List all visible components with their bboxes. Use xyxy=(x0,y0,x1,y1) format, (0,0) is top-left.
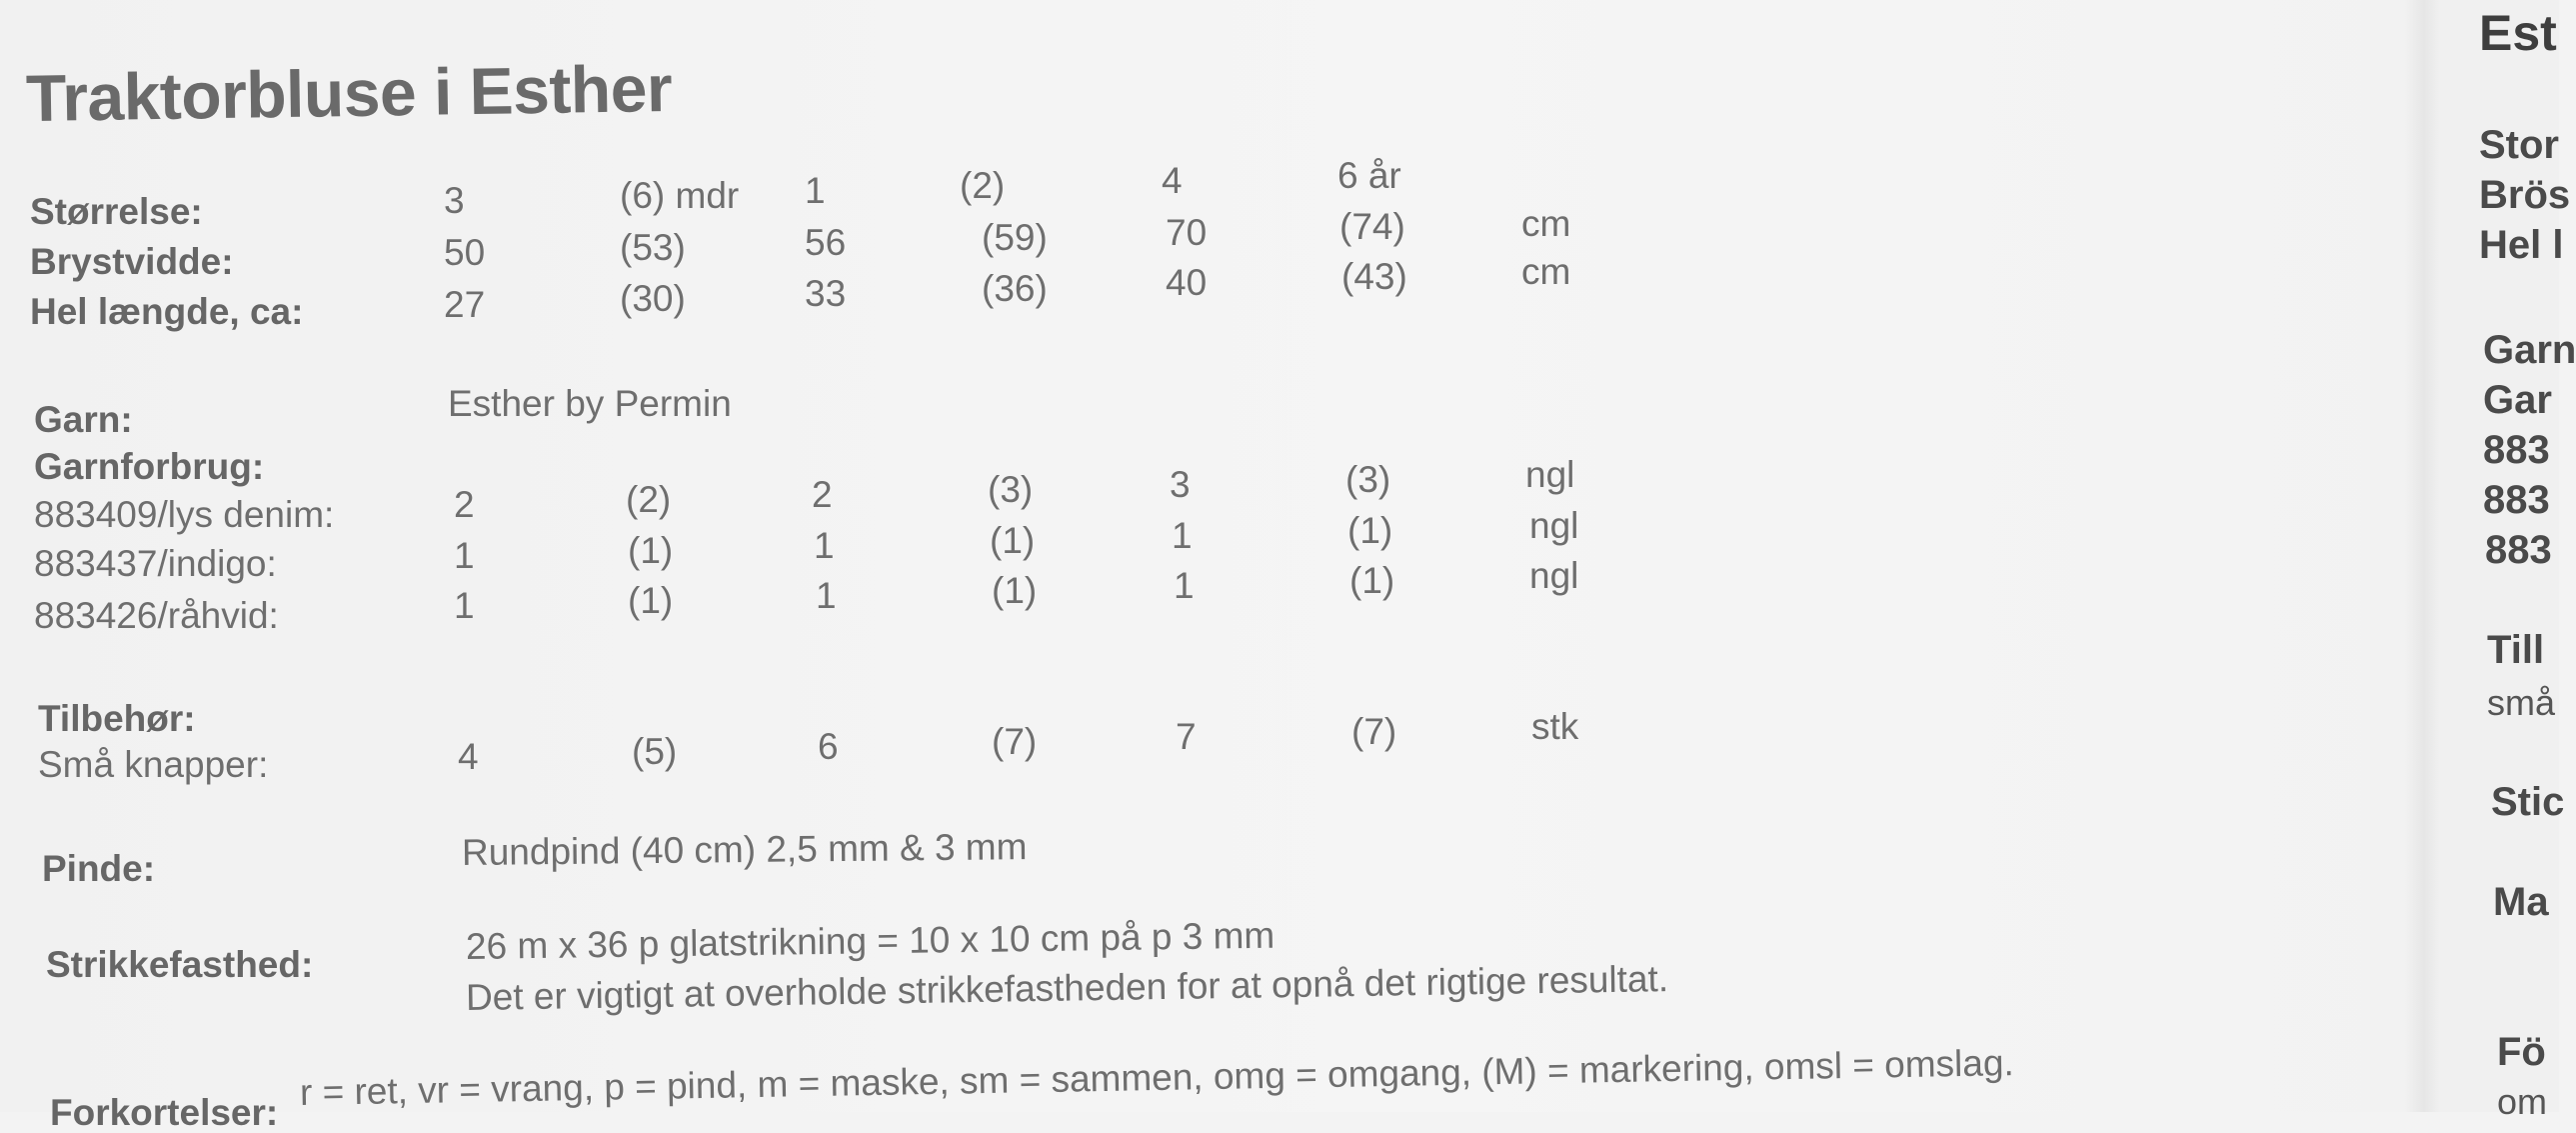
yarn-row-value: (3) xyxy=(1345,459,1391,500)
needles-label: Pinde: xyxy=(42,848,156,889)
yarn-row-value: (1) xyxy=(628,580,674,621)
length-unit: cm xyxy=(1521,251,1571,292)
accessories-value: (5) xyxy=(632,731,678,772)
facing-page-text: 883 xyxy=(2483,478,2550,522)
facing-page-title: Est xyxy=(2479,5,2557,61)
facing-page-text: små xyxy=(2487,682,2556,723)
accessories-value: (7) xyxy=(1351,711,1397,752)
yarn-row-value: 1 xyxy=(454,535,475,576)
accessories-unit: stk xyxy=(1531,706,1579,747)
chest-value: (53) xyxy=(620,227,686,268)
yarn-row-value: 1 xyxy=(1172,515,1193,556)
abbreviations-label: Forkortelser: xyxy=(50,1092,279,1133)
accessories-value: 6 xyxy=(818,726,839,767)
accessories-name: Små knapper: xyxy=(38,744,269,785)
yarn-row-value: (2) xyxy=(626,479,672,520)
yarn-row-name: 883426/råhvid: xyxy=(34,595,279,636)
yarn-row-value: 1 xyxy=(814,525,835,566)
yarn-row-value: (1) xyxy=(1347,510,1393,551)
chest-value: 50 xyxy=(444,232,486,273)
yarn-row-value: 2 xyxy=(812,474,833,515)
yarn-row-value: (1) xyxy=(992,570,1038,611)
length-label: Hel længde, ca: xyxy=(30,291,304,332)
chest-value: (74) xyxy=(1339,206,1405,247)
chest-unit: cm xyxy=(1521,203,1571,244)
yarn-value: Esther by Permin xyxy=(448,383,732,424)
accessories-value: 4 xyxy=(458,736,479,777)
size-value: (2) xyxy=(960,165,1006,206)
gauge-label: Strikkefasthed: xyxy=(46,944,314,985)
facing-page-text: 883 xyxy=(2483,428,2550,472)
facing-page-text: 883 xyxy=(2485,528,2552,572)
facing-page-text: Brös xyxy=(2479,173,2571,217)
facing-page xyxy=(2439,0,2576,1122)
yarn-row-value: (1) xyxy=(1349,560,1395,601)
accessories-value: 7 xyxy=(1176,716,1197,757)
abbreviations-text: r = ret, vr = vrang, p = pind, m = maske, sm = sammen, omg = omgang, (M) = markering, omsl = omslag. xyxy=(299,1042,2015,1113)
page-title: Traktorbluse i Esther xyxy=(25,50,673,136)
chest-value: 56 xyxy=(805,222,847,263)
size-value: 1 xyxy=(805,170,826,211)
yarn-row-value: (3) xyxy=(988,469,1034,510)
length-value: (30) xyxy=(620,278,686,319)
needles-value: Rundpind (40 cm) 2,5 mm & 3 mm xyxy=(461,826,1028,873)
size-value: 4 xyxy=(1162,160,1183,201)
length-value: (43) xyxy=(1341,256,1407,297)
yarn-row-value: (1) xyxy=(628,530,674,571)
facing-page-text: Stor xyxy=(2479,123,2559,167)
yarn-row-value: 1 xyxy=(454,585,475,626)
yarn-row-value: 1 xyxy=(1174,565,1195,606)
facing-page-text: Gar xyxy=(2483,378,2552,422)
accessories-value: (7) xyxy=(992,721,1038,762)
yarn-row-value: 1 xyxy=(816,575,837,616)
chest-value: 70 xyxy=(1166,212,1208,253)
facing-page-text: Ma xyxy=(2493,880,2549,924)
size-label: Størrelse: xyxy=(30,191,203,232)
facing-page-text: om xyxy=(2497,1081,2548,1122)
yarn-row-value: 3 xyxy=(1170,464,1191,505)
yarn-row-name: 883409/lys denim: xyxy=(34,494,335,535)
facing-page-text: Stic xyxy=(2491,780,2565,824)
length-value: 40 xyxy=(1166,262,1208,303)
facing-page-text: Garn xyxy=(2483,328,2576,372)
yarn-row-value: (1) xyxy=(990,520,1036,561)
yarn-row-value: 2 xyxy=(454,484,475,525)
chest-label: Brystvidde: xyxy=(30,241,234,282)
size-value: (6) mdr xyxy=(620,175,740,216)
yarn-usage-label: Garnforbrug: xyxy=(34,446,265,487)
length-value: 33 xyxy=(805,273,847,314)
facing-page-text: Till xyxy=(2487,628,2545,672)
yarn-row-unit: ngl xyxy=(1529,555,1579,596)
page-gutter xyxy=(2404,0,2444,1112)
length-value: (36) xyxy=(982,268,1048,309)
size-value: 6 år xyxy=(1337,155,1401,196)
gauge-line-2: Det er vigtigt at overholde strikkefastheden for at opnå det rigtige resultat. xyxy=(465,958,1669,1018)
gauge-line-1: 26 m x 36 p glatstrikning = 10 x 10 cm på p 3 mm xyxy=(465,914,1276,967)
yarn-row-unit: ngl xyxy=(1525,454,1575,495)
yarn-label: Garn: xyxy=(34,399,133,440)
yarn-row-unit: ngl xyxy=(1529,505,1579,546)
yarn-row-name: 883437/indigo: xyxy=(34,543,277,584)
chest-value: (59) xyxy=(982,217,1048,258)
facing-page-text: Fö xyxy=(2497,1030,2546,1074)
accessories-label: Tilbehør: xyxy=(38,698,196,739)
facing-page-text: Hel l xyxy=(2479,223,2564,267)
size-value: 3 xyxy=(444,180,465,221)
length-value: 27 xyxy=(444,284,486,325)
